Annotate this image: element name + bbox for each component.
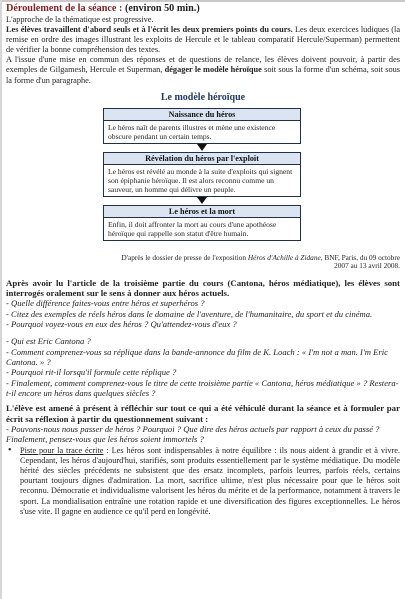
down-arrow-icon: [197, 144, 207, 151]
heading-title: Déroulement de la séance :: [6, 3, 123, 14]
heading-duration: (environ 50 min.): [124, 3, 200, 14]
final-question: - Pouvons-nous nous passer de héros ? Pourquoi ? Que dire des héros actuels par rapport à ceux du passé ? Finalement, pensez-vous que les héros soient immortels ?: [6, 423, 380, 445]
question-item: - Finalement, comment comprenez-vous le titre de cette troisième partie « Cantona, héros médiatique » ? Restera-t-il encore un héros dans quelques siècles ?: [6, 377, 399, 398]
paragraph-1-rest: Les deux exercices ludiques (la remise en ordre des images illustrant les exploits de Hercule et le tableau comparatif Hercule/Superman) permettent de vérifier la bonne compréhension des textes.: [6, 25, 401, 55]
page-edge-left: [0, 0, 2, 599]
question-list-2: [6, 336, 400, 398]
intro-text: L'approche de la thématique est progressive.: [6, 15, 154, 24]
section-heading: [6, 3, 400, 15]
down-arrow-icon: [197, 197, 207, 204]
page-edge-top: [0, 0, 405, 2]
diagram-box-birth-head: Naissance du héros: [104, 109, 300, 121]
trace-ecrite-text: [20, 446, 400, 517]
question-item: - Comment comprenez-vous sa réplique dans la bande-annonce du film de K. Loach : « I'm not a man. I'm Eric Cantona. » ?: [6, 346, 388, 367]
question-list-1: [6, 298, 400, 329]
diagram-box-birth-body: Le héros naît de parents illustres et mène une existence obscure pendant un certain temps.: [108, 122, 276, 141]
paragraph-4: L'élève est amené à présent à réfléchir sur tout ce qui a été véhiculé durant la séance et à formuler par écrit sa réflexion à partir du questionnement suivant :: [6, 403, 400, 424]
diagram-box-revelation: [103, 152, 301, 198]
paragraph-2: [6, 55, 400, 85]
paragraph-2-after: soit sous la forme d'un schéma, soit sous la forme d'un paragraphe.: [6, 65, 400, 85]
bullet-icon: •: [8, 444, 12, 456]
question-item: - Quelle différence faites-vous entre héros et superhéros ?: [6, 298, 205, 309]
diagram-box-death-body: Enfin, il doit affronter la mort au cours d'une apothéose héroïque qui rappelle son statut d'être humain.: [108, 219, 277, 238]
paragraph-2-before: A l'issue d'une mise en commun des réponses et de questions de relance, les élèves doivent pouvoir, à partir des exemples de Gilgamesh, Hercule et Superman,: [6, 55, 400, 75]
diagram-title: Le modèle héroïque: [160, 91, 246, 103]
diagram-box-birth: [103, 108, 301, 144]
diagram-source: [106, 254, 400, 272]
paragraph-1: [6, 25, 400, 55]
diagram-box-death: [103, 205, 301, 241]
trace-ecrite-body: : Les héros sont indispensables à notre équilibre : ils nous aident à grandir et à vivre. Cependant, les héros d'aujourd'hui, starifiés, sont produits essentiellement par le système médiatique. Du modèle hérité des siècles précédents ne subsistent que des ersatz incomplets, parfois leurres, parfois réels, certains pourtant toujours dignes d'admiration. La mort, sacrifice ultime, n'est plus nécessaire pour que le héros soit reconnu. Démocratie et individualisme valorisent les héros du mérite et de la performance, notamment à travers le sport. La mondialisation entraîne une rotation rapide et une diversification des figures exceptionnelles. Le héros s'use vite. Il gagne en audience ce qu'il perd en longévité.: [20, 445, 401, 516]
question-item: - Pourquoi voyez-vous en eux des héros ? Qu'attendez-vous d'eux ?: [6, 319, 237, 330]
paragraph-2-bold: dégager le modèle héroïque: [164, 65, 262, 75]
question-item: - Pourquoi rit-il lorsqu'il formule cette réplique ?: [6, 367, 177, 378]
question-item: - Citez des exemples de réels héros dans le domaine de l'aventure, de l'humanitaire, du sport et du cinéma.: [6, 308, 373, 319]
source-prefix: D'après le dossier de presse de l'exposition: [121, 252, 248, 262]
question-item: - Qui est Eric Cantona ?: [6, 336, 91, 347]
source-title: Héros d'Achille à Zidane: [247, 252, 321, 262]
heroic-model-diagram: [6, 92, 400, 274]
diagram-box-revelation-body: Le héros est révélé au monde à la suite d'exploits qui signent son épiphanie héroïque. Il est alors reconnu comme un sauveur, un homme qui délivre un peuple.: [108, 166, 293, 195]
diagram-box-death-head: Le héros et la mort: [104, 206, 300, 218]
document-content: [6, 3, 400, 517]
diagram-box-revelation-head: Révélation du héros par l'exploit: [104, 153, 300, 165]
paragraph-1-bold: Les élèves travaillent d'abord seuls et à l'écrit les deux premiers points du cours.: [6, 25, 293, 35]
trace-ecrite-label: Piste pour la trace écrite: [20, 445, 104, 455]
source-suffix: , BNF, Paris, du 09 octobre 2007 au 13 avril 2008.: [320, 252, 400, 271]
paragraph-3: Après avoir lu l'article de la troisième partie du cours (Cantona, héros médiatique), les élèves sont interrogés oralement sur le sens à donner aux héros actuels.: [6, 277, 400, 299]
trace-ecrite-item: [6, 446, 400, 517]
